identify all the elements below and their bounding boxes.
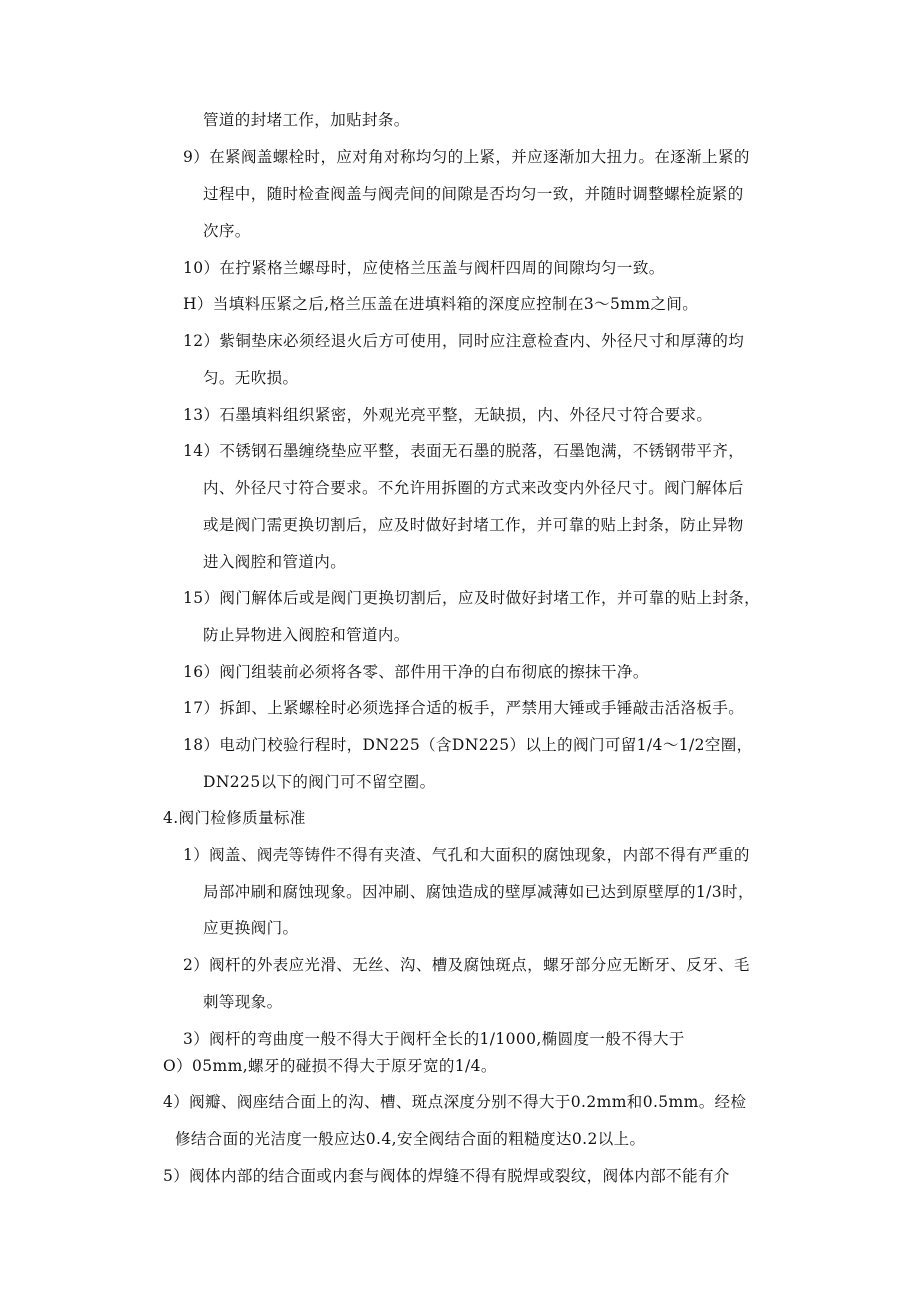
list-item-18: 18）电动门校验行程时，DN225（含DN225）以上的阀门可留1/4～1/2空圈， <box>183 736 753 754</box>
paragraph-line: 修结合面的光洁度一般应达0.4,安全阀结合面的粗糙度达0.2以上。 <box>175 1130 646 1148</box>
list-item-4: 4）阀瓣、阀座结合面上的沟、槽、斑点深度分别不得大于0.2mm和0.5mm。经检 <box>163 1093 747 1111</box>
paragraph-line: O）05mm,螺牙的碰损不得大于原牙宽的1/4。 <box>163 1057 497 1075</box>
list-item-1: 1）阀盖、阀壳等铸件不得有夹渣、气孔和大面积的腐蚀现象，内部不得有严重的 <box>183 846 750 864</box>
paragraph-line: 内、外径尺寸符合要求。不允许用拆圈的方式来改变内外径尺寸。阀门解体后 <box>203 479 744 497</box>
list-item-11: H）当填料压紧之后,格兰压盖在进填料箱的深度应控制在3～5mm之间。 <box>183 295 699 313</box>
list-item-3: 3）阀杆的弯曲度一般不得大于阀杆全长的1/1000,椭圆度一般不得大于 <box>183 1030 685 1048</box>
paragraph-line: 局部冲刷和腐蚀现象。因冲刷、腐蚀造成的壁厚减薄如已达到原壁厚的1/3时， <box>203 883 754 901</box>
list-item-16: 16）阀门组装前必须将各零、部件用干净的白布彻底的擦抹干净。 <box>183 663 649 681</box>
paragraph-line: 过程中，随时检查阀盖与阀壳间的间隙是否均匀一致，并随时调整螺栓旋紧的 <box>203 185 744 203</box>
paragraph-line: 匀。无吹损。 <box>203 369 299 387</box>
list-item-5: 5）阀体内部的结合面或内套与阀体的焊缝不得有脱焊或裂纹，阀体内部不能有介 <box>163 1167 730 1185</box>
list-item-2: 2）阀杆的外表应光滑、无丝、沟、槽及腐蚀斑点，螺牙部分应无断牙、反牙、毛 <box>183 956 750 974</box>
paragraph-line: 应更换阀门。 <box>203 919 299 937</box>
list-item-17: 17）拆卸、上紧螺栓时必须选择合适的板手，严禁用大锤或手锤敲击活洛板手。 <box>183 699 745 717</box>
paragraph-line: 次序。 <box>203 222 251 240</box>
list-item-13: 13）石墨填料组织紧密，外观光亮平整，无缺损，内、外径尺寸符合要求。 <box>183 406 713 424</box>
paragraph-line: 防止异物进入阀腔和管道内。 <box>203 626 410 644</box>
paragraph-line: 管道的封堵工作，加贴封条。 <box>203 111 410 129</box>
list-item-10: 10）在拧紧格兰螺母时，应使格兰压盖与阀杆四周的间隙均匀一致。 <box>183 259 665 277</box>
list-item-9: 9）在紧阀盖螺栓时，应对角对称均匀的上紧，并应逐渐加大扭力。在逐渐上紧的 <box>183 148 750 166</box>
list-item-12: 12）紫铜垫床必须经退火后方可使用，同时应注意检查内、外径尺寸和厚薄的均 <box>183 332 745 350</box>
paragraph-line: 刺等现象。 <box>203 993 283 1011</box>
paragraph-line: DN225以下的阀门可不留空圈。 <box>203 773 436 791</box>
paragraph-line: 进入阀腔和管道内。 <box>203 553 347 571</box>
list-item-14: 14）不锈钢石墨缠绕垫应平整，表面无石墨的脱落，石墨饱满，不锈钢带平齐， <box>183 442 745 460</box>
section-heading: 4.阀门检修质量标准 <box>163 809 306 827</box>
paragraph-line: 或是阀门需更换切割后，应及时做好封堵工作，并可靠的贴上封条，防止异物 <box>203 516 744 534</box>
list-item-15: 15）阀门解体后或是阀门更换切割后，应及时做好封堵工作，并可靠的贴上封条， <box>183 589 761 607</box>
